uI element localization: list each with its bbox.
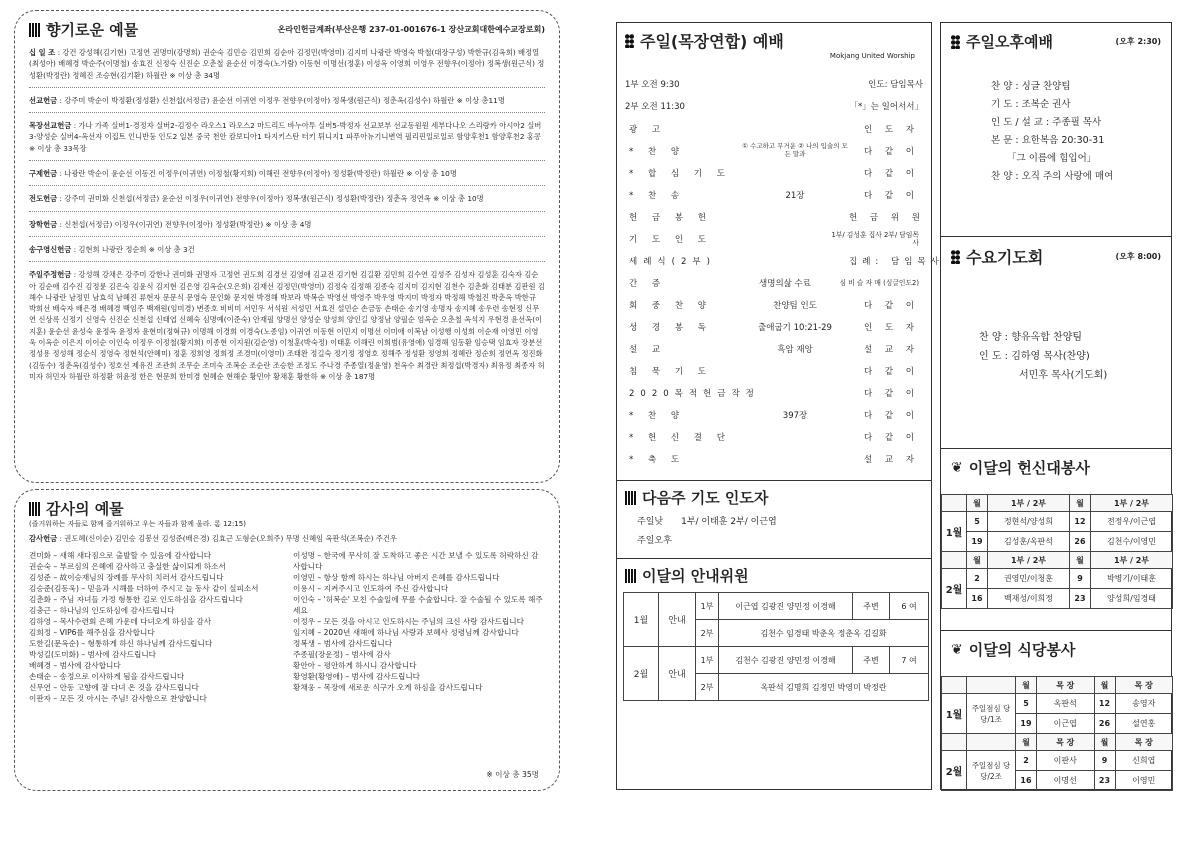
clover-icon: ❦ [951, 459, 963, 476]
fragrant-offering-panel [14, 10, 560, 483]
afternoon-time: (오후 2:30) [1115, 37, 1161, 46]
service-col-head: 1부 / 2부 [988, 552, 1070, 569]
order-leader: 1부/ 김성훈 집사 2부/ 담임목사 [831, 230, 919, 247]
order-item: 간 증 [629, 279, 667, 289]
bars-icon [625, 569, 636, 583]
guide-part: 2부 [696, 674, 719, 701]
kitchen-month: 2월 [942, 751, 967, 791]
guide-sub: 주변 [853, 647, 890, 674]
divider [29, 160, 545, 161]
order-leader: 헌 금 위 원 [849, 213, 925, 223]
service-header: ❦ 이달의 헌신대봉사 [951, 459, 1090, 477]
worship-order-row [629, 338, 919, 360]
offering-names: : 강성해 강채은 강주미 강한나 권미화 권명자 고정연 권도희 김경선 김영애 김교진 김기현 김길환 김민희 김수연 김성주 김성자 김성훈 김숙자 김순아 김순애 김수진 김정륜 김은숙 김윤식 김지현 김은영 김옥순(오은희) 김재선 김정민(박영미) 김정숙 김정해 김종숙 김지미 김지현 김천수 김춘화 김태분 김판원 김해수 나광란 남정민 남효석 남혜진 류현자 문문식 문영숙 문인화 문지현 박경해 박보라 박복순 박영선 박영주 박우영 박지미 박정자 박정해 박철진 박춘옥 박한규 박희선 배숙자 배은경 배혜경 백임주 백재원(임미경) 변종호 비비미 서민우 서석원 서성민 서효진 설민순 손금동 손태순 송기영 송명자 송지혜 송우련 송현정 신무연 신상록 신정기 신영숙 신진순 신천섭 신태엽 신혜숙 심명예(이준숙) 안재필 양명선 양성순 양성희 양인길 양정남 양필순 엄옥순 오춘철 옥석지 우현경 윤선옥(이지훈) 윤순선 윤성숙 윤정옥 윤정자 윤현미(정혁규) 이명해 이경희 이경숙(노종임) 이귀연 이동현 이민지 이명선 이미애 이복남 이성행 이성희 이순재 이영민 이영욱 이옥순 이은지 이이순 이인숙 이정우 이정철(황지희) 이종현 이지원(김순영) 이청훈(박숙정) 이태훈 이해린 이희범(유영애) 임경해 임동환 임승택 임효자 장분선 정성용 정성해 정순식 정영숙 정현석(안혜미) 정훈 정희영 정희정 조경미(이영미) 조태완 정길숙 정기정 정영호 정해주 정성환 정영희 정혜란 정순희 정연옥 정진화(김동수) 정춘옥(김성수) 정호선 제유진 조관희 조무순 조미숙 조복순 조순란 조승한 조정도 주나경 주종열(정윤영) 천옥수 최경란 최정섭(박경자) 최유정 최종자 허미자 허민자 하월란 하정환 허윤정 한은 현문희 한미경 현혜순 현해순 황민아 황채훈 황한하 ※ 이상 총 187명 [29, 270, 545, 381]
afternoon-panel [940, 22, 1172, 236]
kitchen-head-row [942, 677, 1173, 694]
order-content: 출애굽기 10:21-29 [758, 323, 832, 333]
service-cell: 9 [1070, 569, 1091, 589]
service-table [941, 494, 1173, 609]
divider [29, 211, 545, 212]
offering-names: : 강주미 박순이 박정환(정성환) 신천섭(서정금) 윤순선 이귀연 이정우 전향우(이정아) 정복생(원근식) 정춘옥(김성수) 하월란 ※ 이상 총11명 [59, 95, 505, 105]
offering-names: : 강건 강성해(김기현) 고정연 권명미(강명희) 권순숙 김민승 김민희 김순아 김정민(박영미) 김지미 나광란 박영숙 박철(대장구성) 박한규(김옥희) 배정열(최성아) 배혜경 박순주(이명철) 송효진 신정숙 신진순 오춘철 윤순선 이경숙(노가람) 이동현 이명선(정훈) 이성옥 이영희 이영우 전향우(이정아) 정복생(원근식) 정성환(박정란) 정혜진 조승현(김기환) 하월란 ※ 이상 총 34명 [29, 48, 545, 80]
service-cell: 양성희/임경태 [1091, 589, 1173, 609]
thanks-title: 감사의 예물 [46, 500, 124, 518]
order-item: 회 중 찬 양 [629, 301, 712, 311]
worship-order-row [629, 184, 919, 206]
kitchen-row [942, 694, 1173, 714]
order-leader: 다 같 이 [863, 169, 919, 179]
kitchen-cell: 설연홍 [1115, 714, 1173, 734]
thanks-total: ※ 이상 총 35명 [486, 770, 539, 779]
kitchen-month-head [942, 734, 967, 751]
service-row [942, 569, 1173, 589]
thanks-item: 견미화 – 새해 새다짐으로 출발할 수 있음에 감사합니다 [29, 551, 212, 561]
thanks-item: 김승준(김동욱) – 믿음과 시해를 더하여 주시고 늘 동사 같이 실피소서 [29, 584, 259, 594]
next-prayer-label2: 주일오후 [637, 536, 672, 546]
guide-count: 7 여 [890, 647, 929, 674]
worship-time1: 1부 오전 9:30 [625, 80, 680, 90]
service-month-head [942, 552, 967, 569]
service-cell: 2 [967, 569, 988, 589]
offering-entry [29, 120, 545, 154]
order-item: 기 도 인 도 [629, 235, 712, 245]
offering-label: 목장선교헌금 [29, 121, 72, 131]
kitchen-col-head: 월 [1094, 677, 1115, 694]
wednesday-line: 서민후 목사(기도회) [1019, 370, 1108, 381]
guide-month: 2월 [624, 647, 659, 701]
order-item: * 축 도 [629, 455, 686, 465]
order-item: 헌 금 봉 헌 [629, 213, 712, 223]
wednesday-line: 찬 양 : 향유옥합 찬양팀 [979, 332, 1083, 343]
order-item: 설 교 [629, 345, 667, 355]
worship-order-row [629, 316, 919, 338]
guide-count: 6 여 [890, 593, 929, 620]
dots-icon [951, 35, 960, 49]
kitchen-cell: 이명선 [1037, 771, 1095, 791]
kitchen-label-head [967, 734, 1016, 751]
worship-subtitle: Mokjang United Worship [829, 52, 915, 60]
order-leader: 다 같 이 [863, 411, 919, 421]
order-leader: 인 도 자 [863, 125, 919, 135]
kitchen-cell: 2 [1016, 751, 1037, 771]
guide-part: 2부 [696, 620, 719, 647]
kitchen-group: 주일점심 당당/2조 [967, 751, 1016, 791]
service-cell: 23 [1070, 589, 1091, 609]
offering-entry [29, 269, 545, 382]
kitchen-col-head: 목 장 [1115, 734, 1173, 751]
order-content: 생명의삶 수료 [759, 279, 811, 289]
kitchen-month: 1월 [942, 694, 967, 734]
order-item: * 헌 신 결 단 [629, 433, 731, 443]
order-item: * 찬 양 [629, 147, 686, 157]
kitchen-label-head [967, 677, 1016, 694]
order-leader: 다 같 이 [863, 301, 919, 311]
service-col-head: 월 [1070, 495, 1091, 512]
guide-names: 김천수 김광진 양민정 이경해 [719, 647, 853, 674]
offering-entry [29, 47, 545, 81]
worship-order-row [629, 228, 919, 250]
service-cell: 12 [1070, 512, 1091, 532]
offering-entry [29, 168, 545, 179]
kitchen-panel [940, 630, 1172, 790]
worship-order-row [629, 162, 919, 184]
kitchen-table [941, 676, 1173, 791]
kitchen-head-row [942, 734, 1173, 751]
service-cell: 5 [967, 512, 988, 532]
service-col-head: 1부 / 2부 [1091, 552, 1173, 569]
kitchen-header: ❦ 이달의 식당봉사 [951, 641, 1076, 659]
offering-entry [29, 244, 545, 255]
thanks-item: 주종필(장운정) – 범사에 감사 [293, 650, 391, 660]
worship-order-row [629, 448, 919, 470]
thanks-item: 이영민 – 항상 함께 하시는 하나님 아버지 은혜를 감사드립니다 [293, 573, 500, 583]
worship-title: 주일(목장연합) 예배 [640, 32, 784, 51]
service-cell: 정현석/양성희 [988, 512, 1070, 532]
thanks-item: 손태순 – 송정으로 이사하게 됨을 감사드립니다 [29, 672, 185, 682]
next-prayer-header: 다음주 기도 인도자 [625, 487, 923, 508]
thanks-item: 김희정 – VIP6를 해주심을 감사합니다 [29, 628, 155, 638]
service-head-row [942, 552, 1173, 569]
offering-label: 십 일 조 [29, 48, 56, 57]
thanks-item: 김충근 – 하나님의 인도하심에 감사드립니다 [29, 606, 175, 616]
divider [29, 87, 545, 88]
offering-label: 전도헌금 [29, 194, 58, 204]
thanks-item: 김성준 – 故이승재님의 장례를 무사히 치러서 감사드립니다 [29, 573, 224, 583]
afternoon-line: 본 문 : 요한복음 20:30-31 [991, 135, 1105, 147]
fragrant-title: 향기로운 예물 [46, 21, 139, 39]
dots-icon [625, 34, 634, 48]
offering-names: : 나광란 박순이 윤순선 이동건 이정우(이귀연) 이정철(황지희) 이해린 전향우(이정아) 정성환(박정란) 하월란 ※ 이상 총 10명 [59, 169, 457, 179]
order-leader: 심 비 슬 자 매 (싱글인도2) [839, 278, 919, 287]
order-leader: 다 같 이 [863, 367, 919, 377]
worship-order-row [629, 294, 919, 316]
worship-order-row [629, 250, 944, 272]
divider [29, 236, 545, 237]
thanks-item: 신무연 – 안동 고향에 잘 다녀 온 것을 감사드립니다 [29, 683, 199, 693]
order-leader: 다 같 이 [863, 147, 919, 157]
thanks-item: 박성길(도미화) – 범사에 감사드립니다 [29, 650, 156, 660]
bars-icon [29, 502, 40, 516]
service-month: 2월 [942, 569, 967, 609]
afternoon-line: 인 도 / 설 교 : 주종필 목사 [991, 117, 1102, 129]
kitchen-cell: 5 [1016, 694, 1037, 714]
thanks-item: 황영환(황영애) – 범사에 감사드립니다 [293, 672, 420, 682]
guide-row [624, 647, 929, 674]
thanks-head: 감사헌금 : 권도혜(신이순) 김민승 김봉선 김성준(배은경) 김효근 도형순(오희주) 무명 신혜임 옥판석(조복순) 주건우 [29, 534, 397, 544]
offering-entry [29, 193, 545, 204]
afternoon-line: 찬 양 : 싱글 찬양팀 [991, 81, 1071, 92]
order-item: 세례식(2부) [629, 257, 716, 267]
service-row [942, 512, 1173, 532]
service-col-head: 월 [1070, 552, 1091, 569]
clover-icon: ❦ [951, 641, 963, 658]
worship-order-row [629, 140, 919, 162]
wednesday-panel [940, 236, 1172, 448]
kitchen-cell: 신희엽 [1115, 751, 1173, 771]
order-content: 흑암 재앙 [777, 345, 813, 355]
order-leader: 설 교 자 [863, 455, 919, 465]
wednesday-lines [979, 328, 1161, 385]
offering-label: 주일주정헌금 [29, 270, 72, 280]
afternoon-lines [991, 78, 1161, 186]
offering-label: 송구영신헌금 [29, 244, 72, 254]
guide-names: 김천수 임경태 박춘옥 정춘옥 김길화 [719, 620, 929, 647]
thanks-item: 정복생 – 범사에 감사드립니다 [293, 639, 393, 649]
thanks-item: 임지혜 – 2020년 새해에 하나님 사랑과 보혜사 성령님께 감사합니다 [293, 628, 519, 638]
offering-names: : 신천섭(서정금) 이정우(이귀연) 전향우(이정아) 정성환(박정란) ※ 이상 총 4명 [59, 219, 312, 229]
service-panel [940, 448, 1172, 630]
online-account: 온라인헌금계좌(부산은행 237-01-001676-1 장산교회대한예수교장로회) [277, 25, 545, 34]
thanks-right-column [293, 550, 545, 704]
bars-icon [625, 491, 636, 505]
order-leader: 다 같 이 [863, 433, 919, 443]
next-prayer-label: 주일낮 [637, 517, 664, 527]
worship-time2: 2부 오전 11:30 [625, 102, 685, 112]
order-item: 2020목적헌금작정 [629, 389, 760, 399]
kitchen-cell: 이영민 [1115, 771, 1173, 791]
offering-label: 구제헌금 [29, 169, 58, 179]
offering-entry [29, 219, 545, 230]
thanks-item: 황안아 – 평안하게 하시니 감사합니다 [293, 661, 417, 671]
guide-header: 이달의 안내위원 [625, 565, 923, 586]
guide-table [623, 592, 929, 701]
kitchen-cell: 23 [1094, 771, 1115, 791]
kitchen-cell: 9 [1094, 751, 1115, 771]
service-cell: 26 [1070, 532, 1091, 552]
service-cell: 박병기/이태훈 [1091, 569, 1173, 589]
worship-order [625, 118, 944, 470]
order-item: * 합 심 기 도 [629, 169, 731, 179]
worship-header [625, 29, 923, 52]
offering-label: 장학헌금 [29, 219, 58, 229]
service-col-head: 월 [967, 495, 988, 512]
kitchen-cell: 송영자 [1115, 694, 1173, 714]
service-col-head: 1부 / 2부 [1091, 495, 1173, 512]
worship-order-row [629, 426, 919, 448]
order-item: * 찬 양 [629, 411, 686, 421]
service-cell: 백재성/이희정 [988, 589, 1070, 609]
kitchen-cell: 옥판석 [1037, 694, 1095, 714]
thanks-item: 김하영 – 목사수련회 은혜 가운데 다녀오게 하심을 감사 [29, 617, 212, 627]
guide-role: 안내 [659, 593, 696, 647]
offering-names: : 김현희 나광란 정순희 ※ 이상 총 3건 [73, 244, 195, 254]
divider [29, 112, 545, 113]
guide-names: 이근엽 김광진 양민정 이경해 [719, 593, 853, 620]
service-cell: 전정우/이근엽 [1091, 512, 1173, 532]
divider [29, 185, 545, 186]
order-leader: 집례: 담임목사 [849, 257, 944, 267]
order-item: * 찬 송 [629, 191, 686, 201]
offering-entry [29, 95, 545, 106]
kitchen-col-head: 목 장 [1037, 677, 1095, 694]
worship-order-row [629, 206, 925, 228]
service-cell: 16 [967, 589, 988, 609]
wednesday-line: 인 도 : 김하영 목사(찬양) [979, 351, 1090, 362]
service-head-row [942, 495, 1173, 512]
worship-stand-note: 「*」는 일어서서」 [849, 102, 923, 112]
service-row [942, 532, 1173, 552]
order-item: 광 고 [629, 125, 667, 135]
divider [29, 261, 545, 262]
service-col-head: 1부 / 2부 [988, 495, 1070, 512]
order-leader: 다 같 이 [863, 191, 919, 201]
offering-names: : 가나 가족 실버1-경정자 실버2-김정수 라오스1 라오스2 마드리드 바누아투 실버5-박정자 선교보부 선교동원원 세부다나오 스리랑카 아시아2 실버3-양성순 실버4-옥선자 이집트 인니반둥 인도2 일본 중국 천안 캄보디아1 타지키스탄 터키 튀니지1 파푸아뉴기니변역 필리핀일로일로 함양후천1 함양후천2 홍콩 ※ 이상 총 33목장 [29, 121, 542, 153]
worship-order-row [629, 360, 919, 382]
order-item: 침 묵 기 도 [629, 367, 712, 377]
kitchen-cell: 12 [1094, 694, 1115, 714]
guide-part: 1부 [696, 647, 719, 674]
afternoon-line: 기 도 : 조복순 권사 [991, 99, 1071, 111]
order-leader: 인 도 자 [863, 323, 919, 333]
worship-order-row [629, 404, 919, 426]
guide-part: 1부 [696, 593, 719, 620]
thanks-item: 도한길(문옥순) – 형통하게 하신 하나님께 감사드립니다 [29, 639, 213, 649]
guide-month: 1월 [624, 593, 659, 647]
thanks-item: 이성명 – 한국에 무사히 잘 도착하고 좋은 시간 보낼 수 있도록 허락하신 감사합니다 [293, 551, 539, 572]
worship-order-row [629, 382, 919, 404]
service-cell: 19 [967, 532, 988, 552]
thanks-item: 이판자 – 모든 것 아시는 주님! 감사함으로 찬양합니다 [29, 694, 207, 704]
service-cell: 권영민/이청훈 [988, 569, 1070, 589]
dots-icon [951, 250, 960, 264]
thanks-subtitle: (즐거워하는 자들로 함께 즐거워하고 우는 자들과 함께 울라. 롬 12:15) [29, 520, 246, 528]
kitchen-cell: 이근엽 [1037, 714, 1095, 734]
wednesday-header: 수요기도회 [951, 245, 1043, 268]
next-prayer-value: 1부/ 이태훈 2부/ 이근엽 [681, 517, 777, 527]
kitchen-cell: 19 [1016, 714, 1037, 734]
worship-order-row [629, 118, 919, 140]
thanks-offering-panel [14, 489, 560, 791]
thanks-item: 이용시 – 지켜주시고 인도하여 주신 감사합니다 [293, 584, 449, 594]
worship-panel [616, 22, 944, 790]
afternoon-header: 주일오후예배 [951, 31, 1053, 52]
kitchen-col-head: 목 장 [1037, 734, 1095, 751]
order-content: ① 수고하고 무거운 ② 나의 입술의 모든 말과 [742, 142, 848, 158]
service-cell: 김천수/이영민 [1091, 532, 1173, 552]
thanks-header [29, 498, 545, 519]
thanks-item: 권순숙 – 부르심의 은혜에 감사하고 충실한 삶이되게 하소서 [29, 562, 226, 572]
order-content: 397장 [782, 411, 808, 421]
fragrant-entries [29, 47, 545, 382]
bars-icon [29, 23, 40, 37]
kitchen-row [942, 751, 1173, 771]
kitchen-cell: 이판사 [1037, 751, 1095, 771]
service-cell: 김성훈/옥판석 [988, 532, 1070, 552]
thanks-item: 이인숙 – '허복순' 모친 수술일에 무릎 수술합니다. 잘 수술될 수 있도록 해주세요 [293, 595, 543, 616]
kitchen-col-head: 월 [1016, 677, 1037, 694]
guide-row [624, 593, 929, 620]
guide-role: 안내 [659, 647, 696, 701]
order-content: 찬양팀 인도 [773, 301, 817, 311]
thanks-item: 배혜경 – 범사에 감사합니다 [29, 661, 121, 671]
kitchen-cell: 26 [1094, 714, 1115, 734]
service-month: 1월 [942, 512, 967, 552]
thanks-left-column [29, 550, 281, 704]
kitchen-cell: 16 [1016, 771, 1037, 791]
kitchen-col-head: 월 [1016, 734, 1037, 751]
wednesday-time: (오후 8:00) [1115, 252, 1161, 261]
order-content: 21장 [785, 191, 805, 201]
order-leader: 설 교 자 [863, 345, 919, 355]
order-leader: 다 같 이 [863, 389, 919, 399]
kitchen-group: 주일점심 당당/1조 [967, 694, 1016, 734]
worship-leader: 인도: 담임목사 [868, 80, 923, 90]
thanks-item: 김춘화 – 주님 자녀들 가정 형통한 길로 인도하심을 감사드립니다 [29, 595, 243, 605]
worship-order-row [629, 272, 919, 294]
thanks-item: 이정우 – 모든 것을 아시고 인도하시는 주님의 크신 사랑 감사드립니다 [293, 617, 524, 627]
service-row [942, 589, 1173, 609]
guide-names: 옥판석 김명희 김정민 박영미 박정란 [719, 674, 929, 701]
kitchen-col-head: 월 [1094, 734, 1115, 751]
guide-sub: 주변 [853, 593, 890, 620]
service-col-head: 월 [967, 552, 988, 569]
fragrant-header [29, 19, 138, 40]
offering-label: 선교헌금 [29, 95, 58, 105]
order-item: 성 경 봉 독 [629, 323, 712, 333]
kitchen-month-head [942, 677, 967, 694]
afternoon-line: 「그 이름에 힘입어」 [1007, 153, 1097, 165]
thanks-item: 황채웅 – 목장에 새로운 식구가 오게 하심을 감사드립니다 [293, 683, 483, 693]
service-month-head [942, 495, 967, 512]
afternoon-line: 찬 양 : 오직 주의 사랑에 매여 [991, 171, 1114, 183]
offering-names: : 강주미 권미화 신천섭(서정금) 윤순선 이정우(이귀연) 전향우(이정아) 정복생(원근식) 정성환(박정란) 정춘옥 정연옥 ※ 이상 총 10명 [59, 194, 484, 204]
kitchen-col-head: 목 장 [1115, 677, 1173, 694]
